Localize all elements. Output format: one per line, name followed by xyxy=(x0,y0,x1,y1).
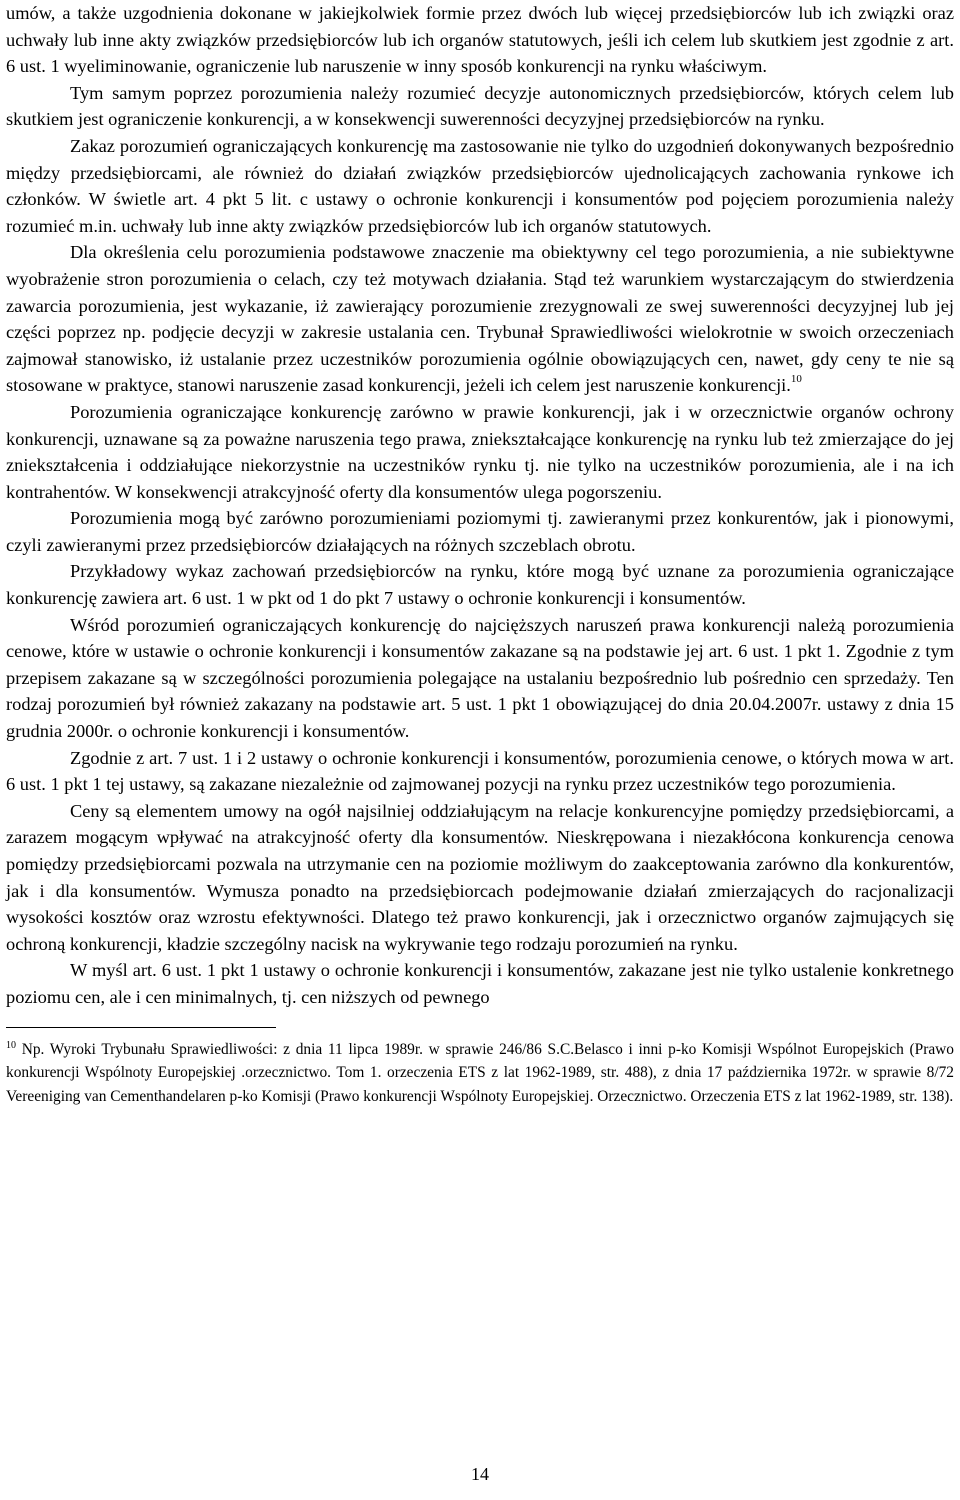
paragraph-5-text: Porozumienia ograniczające konkurencję zarówno w prawie konkurencji, jak i w orzecznictwie organów ochrony konkurencji, uznawane są za poważne naruszenia tego prawa, zniekształcające konkurencję na rynku lub też zmierzające do jej zniekształcenia i oddziałujące niekorzystnie na uczestników rynku tj. nie tylko na uczestników porozumienia, ale i na ich kontrahentów. W konsekwencji atrakcyjność oferty dla konsumentów ulega pogorszeniu. xyxy=(6,401,954,502)
body-text xyxy=(6,0,954,1011)
paragraph-11 xyxy=(6,957,954,1010)
paragraph-8 xyxy=(6,612,954,745)
paragraph-10 xyxy=(6,798,954,958)
paragraph-8-text: Wśród porozumień ograniczających konkurencję do najcięższych naruszeń prawa konkurencji należą porozumienia cenowe, które w ustawie o ochronie konkurencji i konsumentów zakazane są na podstawie jej art. 6 ust. 1 pkt 1. Zgodnie z tym przepisem zakazane są w szczególności porozumienia polegające na ustalaniu bezpośrednio lub pośrednio cen sprzedaży. Ten rodzaj porozumień był również zakazany na podstawie art. 5 ust. 1 pkt 1 obowiązującej do dnia 20.04.2007r. ustawy z dnia 15 grudnia 2000r. o ochronie konkurencji i konsumentów. xyxy=(6,614,954,742)
paragraph-9-text: Zgodnie z art. 7 ust. 1 i 2 ustawy o ochronie konkurencji i konsumentów, porozumienia cenowe, o których mowa w art. 6 ust. 1 pkt 1 tej ustawy, są zakazane niezależnie od zajmowanej pozycji na rynku przez uczestników tego porozumienia. xyxy=(6,747,954,795)
footnote-reference[interactable]: 10 xyxy=(790,373,802,386)
footnote-separator xyxy=(6,1027,276,1028)
paragraph-4 xyxy=(6,239,954,399)
paragraph-2 xyxy=(6,80,954,133)
paragraph-6-text: Porozumienia mogą być zarówno porozumieniami poziomymi tj. zawieranymi przez konkurentów, jak i pionowymi, czyli zawieranymi przez przedsiębiorców działających na różnych szczeblach obrotu. xyxy=(6,508,954,555)
paragraph-2-text: Tym samym poprzez porozumienia należy rozumieć decyzje autonomicznych przedsiębiorców, których celem lub skutkiem jest ograniczenie konkurencji, a w konsekwencji suwerenności decyzyjnej przedsiębiorców na rynku. xyxy=(6,82,954,130)
paragraph-6 xyxy=(6,505,954,558)
footnote-10 xyxy=(6,1038,954,1109)
paragraph-3 xyxy=(6,133,954,239)
page-number: 14 xyxy=(471,1464,489,1484)
paragraph-11-text: W myśl art. 6 ust. 1 pkt 1 ustawy o ochronie konkurencji i konsumentów, zakazane jest nie tylko ustalenie konkretnego poziomu cen, ale i cen minimalnych, tj. cen niższych od pewnego xyxy=(6,960,954,1007)
paragraph-7-text: Przykładowy wykaz zachowań przedsiębiorców na rynku, które mogą być uznane za porozumienia ograniczające konkurencję zawiera art. 6 ust. 1 w pkt od 1 do pkt 7 ustawy o ochronie konkurencji i konsumentów. xyxy=(6,561,954,609)
paragraph-7 xyxy=(6,558,954,611)
paragraph-3-text: Zakaz porozumień ograniczających konkurencję ma zastosowanie nie tylko do uzgodnień dokonywanych bezpośrednio między przedsiębiorcami, ale również do działań związków przedsiębiorców ujednolicających zachowania rynkowe ich członków. W świetle art. 4 pkt 5 lit. c ustawy o ochronie konkurencji i konsumentów pod pojęciem porozumienia należy rozumieć m.in. uchwały lub inne akty związków przedsiębiorców lub ich organów statutowych. xyxy=(6,135,954,236)
paragraph-5 xyxy=(6,399,954,505)
paragraph-1-text: umów, a także uzgodnienia dokonane w jakiejkolwiek formie przez dwóch lub więcej przedsiębiorców lub ich związki oraz uchwały lub inne akty związków przedsiębiorców lub ich organów statutowych, jeśli ich celem lub skutkiem jest zgodnie z art. 6 ust. 1 wyeliminowanie, ograniczenie lub naruszenie w inny sposób konkurencji na rynku właściwym. xyxy=(6,3,954,77)
paragraph-10-text: Ceny są elementem umowy na ogół najsilniej oddziałującym na relacje konkurencyjne pomiędzy przedsiębiorcami, a zarazem mogącym wpływać na atrakcyjność oferty dla konsumentów. Nieskrępowana i niezakłócona konkurencja cenowa pomiędzy przedsiębiorcami pozwala na utrzymanie cen na poziomie możliwym do zaakceptowania zarówno dla konkurentów, jak i dla konsumentów. Wymusza ponadto na przedsiębiorcach podejmowanie działań zmierzających do racjonalizacji wysokości kosztów oraz wzrostu efektywności. Dlatego też prawo konkurencji, jak i orzecznictwo organów zajmujących się ochroną konkurencji, kładzie szczególny nacisk na wykrywanie tego rodzaju porozumień na rynku. xyxy=(6,800,954,954)
footnotes xyxy=(6,1038,954,1109)
paragraph-1 xyxy=(6,0,954,80)
paragraph-4-text: Dla określenia celu porozumienia podstawowe znaczenie ma obiektywny cel tego porozumienia, a nie subiektywne wyobrażenie stron porozumienia o celach, czy też motywach działania. Stąd też warunkiem wystarczającym do stwierdzenia zawarcia porozumienia, jest wykazanie, iż zawierający porozumienie zrezygnowali ze swej suwerenności decyzyjnej lub jej części poprzez np. podjęcie decyzji w zakresie ustalania cen. Trybunał Sprawiedliwości wielokrotnie w swoich orzeczeniach zajmował stanowisko, iż ustalanie przez uczestników porozumienia ogólnie obowiązujących cen, nawet, gdy ceny te nie są stosowane w praktyce, stanowi naruszenie zasad konkurencji, jeżeli ich celem jest naruszenie konkurencji. xyxy=(6,242,954,396)
paragraph-9 xyxy=(6,745,954,798)
footnote-number: 10 xyxy=(6,1039,16,1051)
footnote-text: Np. Wyroki Trybunału Sprawiedliwości: z dnia 11 lipca 1989r. w sprawie 246/86 S.C.Belasco i inni p-ko Komisji Wspólnot Europejskich (Prawo konkurencji Wspólnoty Europejskiej .orzecznictwo. Tom 1. orzeczenia ETS z lat 1962-1989, str. 488), z dnia 17 października 1972r. w sprawie 8/72 Vereeniging van Cementhandelaren p-ko Komisji (Prawo konkurencji Wspólnoty Europejskiej. Orzecznictwo. Orzeczenia ETS z lat 1962-1989, str. 138). xyxy=(6,1040,954,1105)
